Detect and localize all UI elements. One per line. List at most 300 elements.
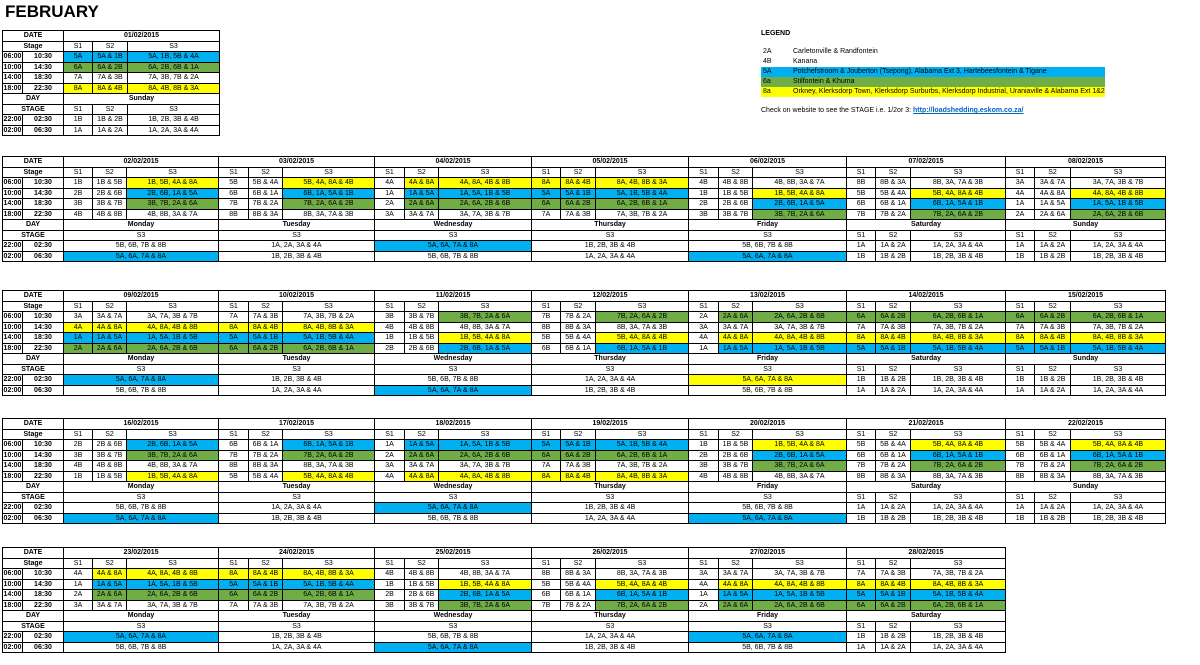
stage-cell: 8B [1006,471,1035,482]
night-cell: 1A [847,642,876,653]
stage-cell: 5A, 1B, 5B & 4A [128,52,220,63]
stage-cell: 2A & 6A [405,199,439,210]
s3-header: S3 [753,167,847,178]
time-end: 18:30 [23,333,64,344]
stage-cell: 6B, 1A, 5A & 1B [283,440,375,451]
night-cell: 1B & 2B [1035,251,1071,262]
day-name: Monday [64,354,219,365]
stage-cell: 2B, 6B, 1A & 5A [127,188,219,199]
date-header: 16/02/2015 [64,419,219,430]
stage-cell: 2B & 6B [93,440,127,451]
stage-cell: 6B & 1A [1035,450,1071,461]
stage-cell: 1A [1006,199,1035,210]
stage-cell: 5B & 4A [1035,440,1071,451]
stage-cell: 1A & 5A [93,579,127,590]
stage-cell: 4A & 8A [719,579,753,590]
stage-cell: 5A, 1B, 5B & 4A [911,343,1006,354]
stage-cell: 6A [219,343,249,354]
s3-header: S3 [375,364,532,375]
night-cell: 5A, 6A, 7A & 8A [375,642,532,653]
night-cell: 1B [64,115,93,126]
stage-cell: 4A, 8A, 4B & 8B [127,322,219,333]
legend-text: Carletonville & Randfontein [793,48,878,55]
day-name: Thursday [532,220,689,231]
date-header: 15/02/2015 [1006,291,1166,302]
day-name: Thursday [532,611,689,622]
s1-header: S1 [64,167,93,178]
date-header: 07/02/2015 [847,157,1006,168]
stage-cell: 7B [532,600,561,611]
stage-cell: 2A, 6A, 2B & 6B [127,590,219,601]
stage-cell: 6B, 1A, 5A & 1B [1071,450,1166,461]
stage-cell: 7A [847,569,876,580]
stage-cell: 8B [219,461,249,472]
stage-cell: 6B [532,343,561,354]
day-name: Tuesday [219,354,375,365]
stage-cell: 4B, 8B, 3A & 7A [127,461,219,472]
stage-cell: 5A, 1B, 5B & 4A [283,579,375,590]
stage-cell: 3B [375,312,405,323]
night-cell: 1A & 2A [93,125,128,136]
night-cell: 5B, 6B, 7B & 8B [375,513,532,524]
schedule-table [2,30,220,136]
stage-cell: 2B [375,590,405,601]
stage-cell: 7B & 2A [561,312,596,323]
stage-cell: 4A, 8A, 4B & 8B [439,178,532,189]
night-cell: 5A, 6A, 7A & 8A [375,503,532,514]
stage-cell: 6A & 2B [561,450,596,461]
s3-header: S3 [596,429,689,440]
stage-cell: 6B [847,199,876,210]
stage-cell: 3B, 7B, 2A & 6A [753,461,847,472]
stage-cell: 7B & 2A [876,209,911,220]
s2-header: S2 [405,301,439,312]
stage-cell: 7A & 3B [876,569,911,580]
time-end: 14:30 [23,579,64,590]
s2-header: S2 [876,429,911,440]
stage-label: STAGE [3,104,64,115]
night-cell: 1A, 2A, 3A & 4A [532,251,689,262]
s2-header: S2 [249,301,283,312]
date-header: 28/02/2015 [847,548,1006,559]
s3-header: S3 [532,364,689,375]
stage-cell: 4B [64,461,93,472]
s1-header: S1 [375,558,405,569]
stage-cell: 7B [219,450,249,461]
day-name: Tuesday [219,220,375,231]
s1-header: S1 [375,301,405,312]
stage-cell: 1A & 5A [719,343,753,354]
night-cell: 1B & 2B [876,513,911,524]
stage-cell: 8A & 4B [1035,333,1071,344]
stage-cell: 5B [219,471,249,482]
stage-cell: 4A & 8A [93,322,127,333]
s1-header: S1 [847,167,876,178]
time-end: 10:30 [23,440,64,451]
s3-header: S3 [1071,364,1166,375]
night-cell: 1B [847,513,876,524]
stage-cell: 5B & 4A [876,440,911,451]
stage-cell: 7B & 2A [249,450,283,461]
stage-cell: 5A, 1B, 5B & 4A [596,440,689,451]
s1-header: S1 [219,558,249,569]
date-label: DATE [3,548,64,559]
s1-header: S1 [375,429,405,440]
stage-cell: 7B & 2A [249,199,283,210]
night-cell: 1B, 2B, 3B & 4B [532,503,689,514]
s2-header: S2 [561,429,596,440]
s3-header: S3 [439,429,532,440]
stage-cell: 1B, 5B, 4A & 8A [753,440,847,451]
stage-cell: 8A [64,83,93,94]
day-name: Wednesday [375,611,532,622]
stage-cell: 1B, 5B, 4A & 8A [439,579,532,590]
stage-cell: 5A [1006,343,1035,354]
stage-cell: 5B & 4A [561,333,596,344]
stage-cell: 8B [847,471,876,482]
stage-cell: 1B, 5B, 4A & 8A [127,471,219,482]
night-cell: 1B, 2B, 3B & 4B [911,632,1006,643]
date-header: 11/02/2015 [375,291,532,302]
stage-cell: 7B, 2A, 6A & 2B [283,199,375,210]
stage-cell: 7A, 3B, 7B & 2A [283,600,375,611]
s2-header: S2 [93,429,127,440]
time-start: 02:00 [3,643,22,651]
stage-cell: 4B & 8B [405,569,439,580]
stage-label: STAGE [3,492,64,503]
stage-cell: 1B & 5B [405,333,439,344]
night-cell: 5A, 6A, 7A & 8A [64,251,219,262]
day-name: Friday [689,354,847,365]
stage-cell: 2B & 6B [719,199,753,210]
stage-cell: 6B [219,188,249,199]
website-text: Check on website to see the STAGE i.e. 1/2or 3: [761,107,912,114]
stage-cell: 2B [64,188,93,199]
time-end: 10:30 [23,52,64,63]
date-header: 25/02/2015 [375,548,532,559]
stage-cell: 6B [219,440,249,451]
stage-cell: 1A & 5A [405,440,439,451]
stage-cell: 8A, 4B, 8B & 3A [283,322,375,333]
legend-text: Potchefstroom & Jouberton (Tsepong), Alabama Ext 3, Hartebeesfontein & Tigane [789,67,1105,77]
stage-cell: 4A, 8A, 4B & 8B [753,333,847,344]
date-label: DATE [3,419,64,430]
stage-cell: 3A [64,600,93,611]
s3-header: S3 [911,364,1006,375]
time-end: 02:30 [23,375,64,386]
stage-cell: 6B & 1A [249,440,283,451]
schedule-table [2,547,1006,653]
s1-header: S1 [689,301,719,312]
time-end: 18:30 [23,590,64,601]
night-cell: 1B, 2B, 3B & 4B [911,513,1006,524]
night-cell: 5B, 6B, 7B & 8B [689,241,847,252]
stage-cell: 2A & 6A [405,450,439,461]
stage-cell: 6B, 1A, 5A & 1B [596,590,689,601]
stage-cell: 8A & 4B [561,178,596,189]
stage-cell: 4B, 8B, 3A & 7A [439,322,532,333]
date-header: 26/02/2015 [532,548,689,559]
stage-cell: 8B, 3A, 7A & 3B [1071,471,1166,482]
page-title: FEBRUARY [5,2,99,21]
stage-cell: 7A & 3B [561,209,596,220]
time-end: 22:30 [23,209,64,220]
stage-cell: 2B & 6B [719,450,753,461]
legend-text: Orkney, Klerksdorp Town, Klerksdorp Surburbs, Klerksdorp Industrial, Uraniaville & Alabama Ext 1&2 [789,87,1105,97]
stage-label: Stage [3,558,64,569]
s3-header: S3 [64,230,219,241]
website-link[interactable]: http://loadshedding.eskom.co.za/ [913,107,1024,114]
night-cell: 1A, 2A, 3A & 4A [219,241,375,252]
stage-cell: 5B, 4A, 8A & 4B [283,178,375,189]
stage-cell: 1B, 5B, 4A & 8A [753,188,847,199]
time-start: 22:00 [3,504,22,512]
stage-cell: 2B, 6B, 1A & 5A [753,450,847,461]
s3-header: S3 [219,230,375,241]
s1-header: S1 [219,301,249,312]
s3-header: S3 [689,230,847,241]
stage-cell: 3A [689,569,719,580]
stage-cell: 5B [532,579,561,590]
stage-cell: 5B, 4A, 8A & 4B [911,188,1006,199]
s1-header: S1 [847,621,876,632]
s3-header: S3 [689,492,847,503]
stage-cell: 7B & 2A [876,461,911,472]
stage-cell: 5B [847,188,876,199]
stage-cell: 8B, 3A, 7A & 3B [596,322,689,333]
stage-cell: 7A, 3B, 7B & 2A [596,209,689,220]
time-start: 02:00 [3,386,22,394]
time-start: 02:00 [3,126,22,134]
time-end: 22:30 [23,600,64,611]
s1-header: S1 [847,558,876,569]
time-start: 10:00 [3,451,22,459]
night-cell: 1B [1006,375,1035,386]
s2-header: S2 [876,621,911,632]
stage-cell: 7B, 2A, 6A & 2B [596,600,689,611]
stage-cell: 4B & 8B [93,461,127,472]
time-end: 14:30 [23,62,64,73]
s2-header: S2 [93,301,127,312]
time-end: 02:30 [23,632,64,643]
time-end: 14:30 [23,450,64,461]
stage-cell: 7B, 2A, 6A & 2B [911,461,1006,472]
time-end: 02:30 [23,503,64,514]
stage-cell: 8A & 4B [876,333,911,344]
stage-cell: 4A [64,322,93,333]
stage-cell: 4B, 8B, 3A & 7A [127,209,219,220]
stage-cell: 7A [1006,322,1035,333]
stage-cell: 1B & 5B [405,579,439,590]
legend-code: 4B [763,58,772,65]
night-cell: 1B, 2B, 3B & 4B [911,375,1006,386]
stage-cell: 3A, 7A, 3B & 7B [127,312,219,323]
time-start: 10:00 [3,580,22,588]
day-name: Saturday [847,611,1006,622]
night-cell: 1A [1006,385,1035,396]
stage-cell: 3B [689,461,719,472]
s1-header: S1 [532,167,561,178]
stage-cell: 6A [1006,312,1035,323]
night-cell: 1B [1006,513,1035,524]
day-name: Friday [689,220,847,231]
night-cell: 1A, 2A, 3A & 4A [219,503,375,514]
s3-header: S3 [911,230,1006,241]
stage-cell: 7A, 3B, 7B & 2A [1071,322,1166,333]
stage-cell: 8A [1006,333,1035,344]
stage-cell: 6B, 1A, 5A & 1B [283,188,375,199]
day-name: Wednesday [375,220,532,231]
stage-cell: 4A & 8A [405,471,439,482]
stage-cell: 8A, 4B, 8B & 3A [911,333,1006,344]
stage-cell: 1B [689,440,719,451]
s3-header: S3 [596,167,689,178]
date-header: 04/02/2015 [375,157,532,168]
stage-cell: 4A, 8A, 4B & 8B [1071,188,1166,199]
day-name: Thursday [532,354,689,365]
night-cell: 1A & 2A [876,241,911,252]
stage-cell: 6B & 1A [561,343,596,354]
stage-cell: 2A, 6A, 2B & 6B [439,199,532,210]
night-cell: 1B & 2B [93,115,128,126]
s2-header: S2 [1035,167,1071,178]
s2-header: S2 [1035,429,1071,440]
s1-header: S1 [847,230,876,241]
night-cell: 1B, 2B, 3B & 4B [911,251,1006,262]
s1-header: S1 [847,364,876,375]
stage-cell: 4A [64,569,93,580]
stage-cell: 6B & 1A [876,199,911,210]
s2-header: S2 [876,558,911,569]
night-cell: 5A, 6A, 7A & 8A [689,375,847,386]
stage-cell: 5A [532,188,561,199]
stage-cell: 3B & 7B [719,209,753,220]
stage-cell: 2A [375,450,405,461]
stage-cell: 8A & 4B [93,83,128,94]
stage-cell: 2A [64,343,93,354]
stage-cell: 7A, 3B, 7B & 2A [283,312,375,323]
stage-cell: 2A [375,199,405,210]
stage-cell: 7A & 3B [249,600,283,611]
night-cell: 1A, 2A, 3A & 4A [1071,385,1166,396]
day-label: DAY [3,94,64,105]
date-header: 03/02/2015 [219,157,375,168]
stage-cell: 8A & 4B [876,579,911,590]
stage-cell: 1B [689,188,719,199]
stage-cell: 8B & 3A [249,461,283,472]
stage-cell: 8A [219,569,249,580]
stage-cell: 7B, 2A, 6A & 2B [596,312,689,323]
stage-cell: 8A [847,333,876,344]
stage-cell: 1A, 5A, 1B & 5B [127,579,219,590]
stage-cell: 3B & 7B [405,312,439,323]
stage-cell: 2A [689,600,719,611]
stage-label: STAGE [3,621,64,632]
s1-header: S1 [1006,364,1035,375]
date-header: 05/02/2015 [532,157,689,168]
s3-header: S3 [375,492,532,503]
time-start: 10:00 [3,323,22,331]
stage-cell: 6B & 1A [249,188,283,199]
s3-header: S3 [911,558,1006,569]
night-cell: 1B & 2B [876,632,911,643]
stage-cell: 1A [689,343,719,354]
stage-cell: 4A, 8A, 4B & 8B [439,471,532,482]
stage-cell: 8A [847,579,876,590]
stage-cell: 6A, 2B, 6B & 1A [596,199,689,210]
stage-cell: 4B [689,471,719,482]
night-cell: 1A [1006,241,1035,252]
s3-header: S3 [375,621,532,632]
stage-cell: 4A [689,579,719,590]
stage-cell: 6A, 2B, 6B & 1A [1071,312,1166,323]
stage-cell: 5A [847,590,876,601]
time-end: 02:30 [23,241,64,252]
night-cell: 1B, 2B, 3B & 4B [219,513,375,524]
stage-cell: 7A & 3B [561,461,596,472]
time-start: 14:00 [3,591,22,599]
date-label: DATE [3,157,64,168]
night-cell: 5B, 6B, 7B & 8B [375,251,532,262]
night-cell: 5A, 6A, 7A & 8A [689,251,847,262]
time-end: 22:30 [23,343,64,354]
stage-cell: 6B [847,450,876,461]
stage-cell: 6A, 2B, 6B & 1A [128,62,220,73]
time-end: 22:30 [23,83,64,94]
stage-cell: 5A, 1B, 5B & 4A [911,590,1006,601]
stage-cell: 8A [532,471,561,482]
stage-cell: 8A, 4B, 8B & 3A [596,471,689,482]
stage-cell: 3B & 7B [93,199,127,210]
stage-cell: 3B & 7B [719,461,753,472]
stage-cell: 8B & 3A [561,569,596,580]
stage-cell: 7B & 2A [561,600,596,611]
stage-cell: 4A, 8A, 4B & 8B [127,569,219,580]
stage-cell: 2A, 6A, 2B & 6B [127,343,219,354]
night-cell: 1B, 2B, 3B & 4B [532,241,689,252]
s3-header: S3 [219,492,375,503]
stage-cell: 7B [847,461,876,472]
s3-header: S3 [127,429,219,440]
stage-label: Stage [3,41,64,52]
night-cell: 1A & 2A [1035,503,1071,514]
stage-cell: 1A, 5A, 1B & 5B [439,188,532,199]
time-end: 06:30 [23,642,64,653]
s1-header: S1 [1006,429,1035,440]
date-label: DATE [3,31,64,42]
date-header: 13/02/2015 [689,291,847,302]
stage-cell: 6B [532,590,561,601]
s3-header: S3 [596,301,689,312]
night-cell: 1B [847,375,876,386]
date-header: 19/02/2015 [532,419,689,430]
time-start: 14:00 [3,74,22,82]
night-cell: 1A & 2A [1035,385,1071,396]
s3-header: S3 [532,621,689,632]
s3-header: S3 [127,167,219,178]
s1-header: S1 [532,558,561,569]
s2-header: S2 [405,558,439,569]
stage-cell: 6A [532,450,561,461]
stage-cell: 1B [375,579,405,590]
stage-cell: 4A [1006,188,1035,199]
stage-cell: 6A [847,312,876,323]
stage-cell: 2B, 6B, 1A & 5A [127,440,219,451]
stage-cell: 5A & 1B [876,590,911,601]
legend [761,30,1191,114]
stage-cell: 7A & 3B [876,322,911,333]
legend-title: LEGEND [761,30,791,37]
